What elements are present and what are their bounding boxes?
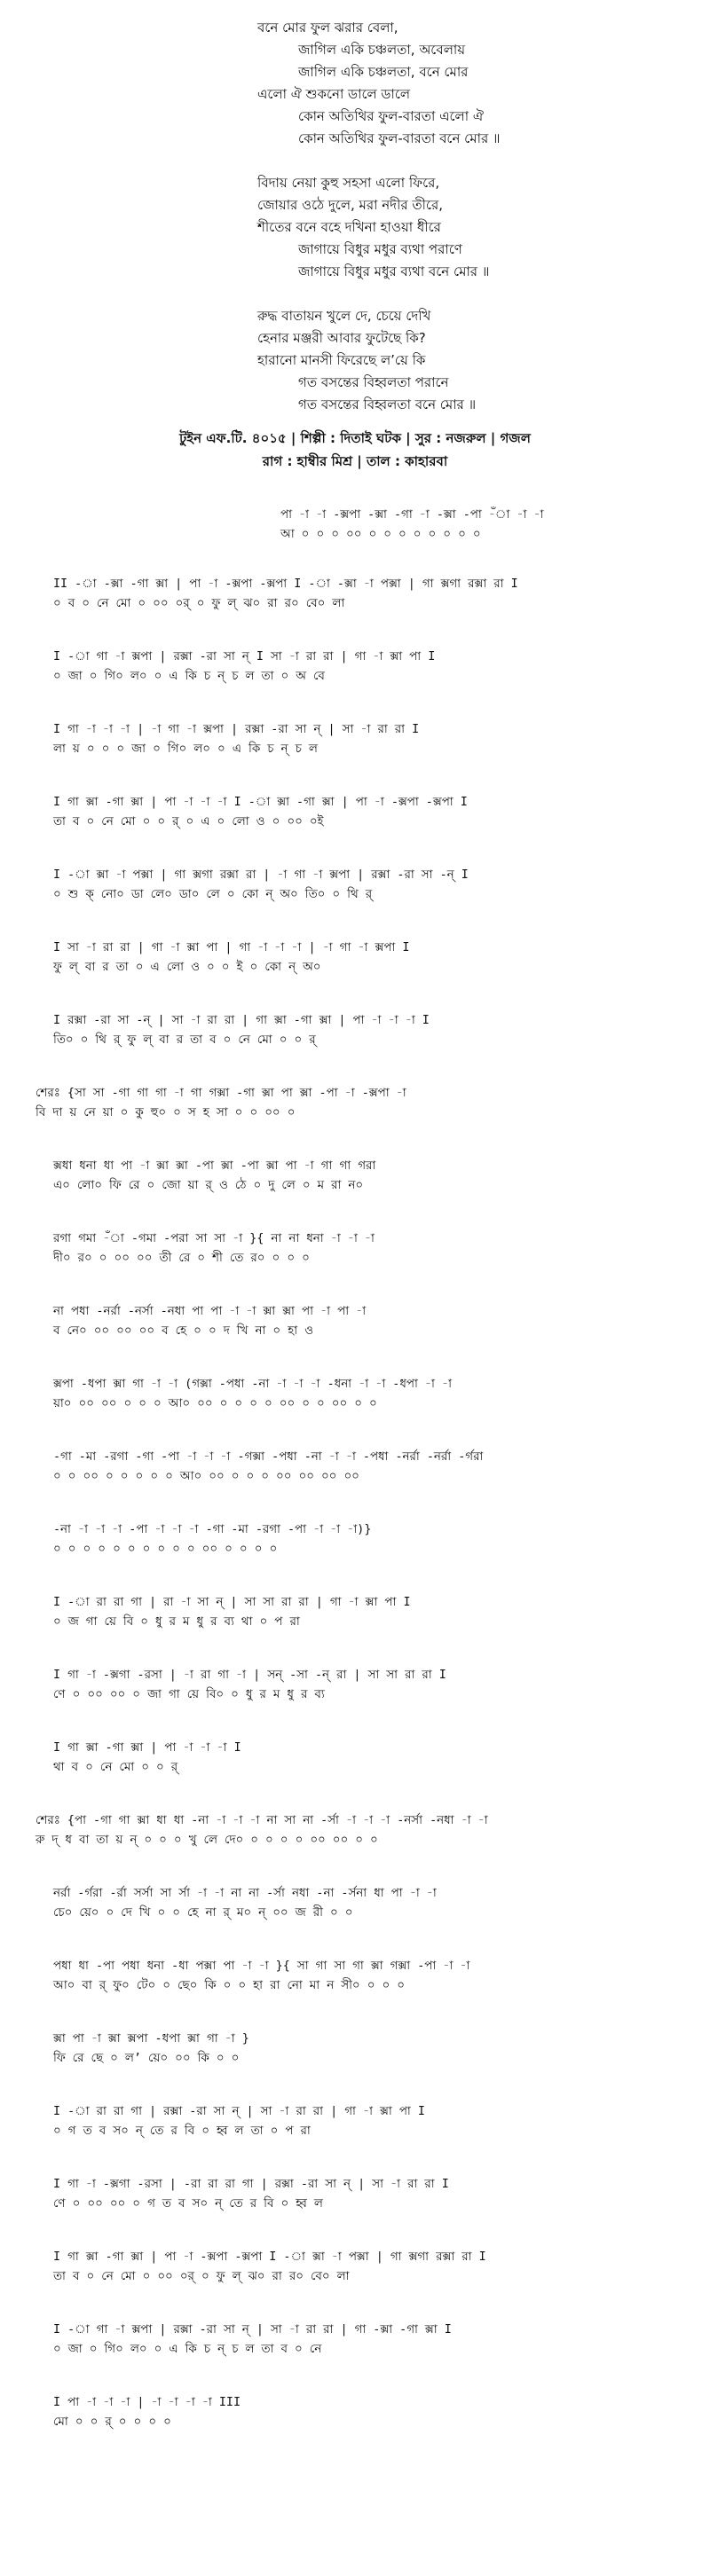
swara-row: I -া ক্সা -া পক্সা | গা ক্সগা রক্সা রা | -া গা -া ক্সপা | রক্সা -রা সা -ন্ I [53, 868, 469, 882]
notation-system [53, 1884, 437, 1923]
lyric-syllable-row: দী০ র০ ০ ০০ ০০ তী রে ০ শী তে র০ ০ ০ ০ [53, 1252, 310, 1265]
swara-row: I গা ক্সা -গা ক্সা | পা -া -ক্সপা -ক্সপা I -া ক্সা -া পক্সা | গা ক্সগা রক্সা রা I [53, 2250, 486, 2264]
swara-row: II -া -ক্সা -গা ক্সা | পা -া -ক্সপা -ক্সপা I -া -ক্সা -া পক্সা | গা ক্সগা রক্সা রা I [53, 577, 518, 591]
swara-row: শেরঃ {সা সা -গা গা গা -া গা গক্সা -গা ক্সা পা ক্সা -পা -া -ক্সপা -া [36, 1087, 406, 1100]
notation-system [53, 1375, 452, 1414]
lyric-line: জোয়ার ওঠে দুলে, মরা নদীর তীরে, [257, 197, 443, 213]
swara-row: I রক্সা -রা সা -ন্ | সা -া রা রা | গা ক্সা -গা ক্সা | পা -া -া -া I [53, 1014, 430, 1027]
lyric-line: এলো ঐ শুকনো ডালে ডালে [257, 86, 411, 102]
notation-system [53, 720, 419, 759]
lyric-syllable-row: আ০ বা র্ ফু০ টে০ ০ ছে০ কি ০ ০ হা রা নো মা ন সী০ ০ ০ ০ [53, 1979, 405, 1992]
notation-system [53, 1739, 241, 1778]
notation-system [53, 1011, 430, 1050]
notation-system [53, 575, 518, 614]
lyric-syllable-row: লা য় ০ ০ ০ জা ০ গি০ ল০ ০ এ কি চ ন্ চ ল [53, 742, 318, 756]
notation-system [53, 648, 435, 687]
lyric-line: জাগায়ে বিধুর মধুর ব্যথা পরাণে [298, 241, 462, 257]
lyric-syllable-row: ণে ০ ০০ ০০ ০ জা গা য়ে বি০ ০ ধু র ম ধু র ব্য [53, 1688, 325, 1701]
swara-row: I গা -া -া -া | -া গা -া ক্সপা | রক্সা -রা সা ন্ | সা -া রা রা I [53, 723, 420, 736]
raga-tala: রাগ : হাম্বীর মিশ্র | তাল : কাহারবা [262, 453, 448, 469]
lyric-line: বিদায় নেয়া কুহু সহসা এলো ফিরে, [257, 175, 440, 191]
notation-system [53, 2321, 452, 2360]
swara-row: I গা -া -ক্সগা -রসা | -রা রা রা গা | রক্সা -রা সা ন্ | সা -া রা রা I [53, 2178, 449, 2191]
lyric-syllable-row: চে০ য়ে০ ০ দে খি ০ ০ হে না র্ ম০ ন্ ০০ জ রী ০ ০ [53, 1906, 353, 1920]
lyric-syllable-row: ০ জ গা য়ে বি ০ ধু র ম ধু র ব্য থা ০ প রা [53, 1615, 300, 1629]
swara-row: পধা ধা -পা পধা ধনা -ধা পক্সা পা -া -া }{ সা গা সা গা ক্সা গক্সা -পা -া -া [53, 1959, 470, 1973]
notation-system [53, 2175, 449, 2214]
notation-system [280, 506, 544, 545]
lyric-syllable-row: আ ০ ০ ০ ০০ ০ ০ ০ ০ ০ ০ ০ ০ [280, 528, 481, 541]
swara-row: নর্রা -র্গরা -র্রা সর্সা সা র্সা -া -া না না -র্সা নধা -না -র্সনা ধা পা -া -া [53, 1887, 437, 1900]
lyric-syllable-row: ০ গ ত ব স০ ন্ তে র বি ০ হ্ব ল তা ০ প রা [53, 2124, 311, 2138]
lyric-syllable-row: ০ জা ০ গি০ ল০ ০ এ কি চ ন্ চ ল তা ব ০ নে [53, 2343, 322, 2356]
swara-row: পা -া -া -ক্সপা -ক্সা -গা -া -ক্সা -পা -ঁা -া -া [280, 508, 544, 522]
lyric-syllable-row: মো ০ ০ র্ ০ ০ ০ ০ [53, 2415, 171, 2429]
notation-system [53, 1157, 375, 1196]
lyric-syllable-row: ব নে০ ০০ ০০ ০০ ব হে ০ ০ দ খি না ০ হা ও [53, 1324, 314, 1338]
lyric-syllable-row: এ০ লো০ ফি রে ০ জো য়া র্ ও ঠে ০ দু লে ০ ম রা ন০ [53, 1179, 364, 1192]
swara-row: ক্সা পা -া ক্সা ক্সপা -ধপা ক্সা গা -া } [53, 2032, 249, 2046]
swara-row: I গা ক্সা -গা ক্সা | পা -া -া -া I -া ক্সা -গা ক্সা | পা -া -ক্সপা -ক্সপা I [53, 796, 468, 809]
lyric-syllable-row: ০ শু ক্ নো০ ডা লে০ ডা০ লে ০ কো ন্ অ০ তি০ ০ থি র্ [53, 888, 373, 901]
swara-row: শেরঃ {পা -গা গা ক্সা ধা ধা -না -া -া -া না সা না -র্সা -া -া -া -নর্সা -নধা -া -া [36, 1814, 488, 1827]
swara-row: ক্সধা ধনা ধা পা -া ক্সা ক্সা -পা ক্সা -পা ক্সা পা -া গা গা গরা [53, 1159, 376, 1173]
swara-row: না পধা -নর্রা -নর্সা -নধা পা পা -া -া ক্সা ক্সা পা -া পা -া [53, 1305, 367, 1318]
notation-system [53, 2102, 425, 2141]
notation-system [53, 1302, 366, 1341]
swara-row: I গা -া -ক্সগা -রসা | -া রা গা -া | সন্ -সা -ন্ রা | সা সা রা রা I [53, 1669, 446, 1682]
notation-system [53, 2030, 249, 2069]
notation-system [53, 1593, 411, 1632]
notation-system [53, 1520, 371, 1559]
notation-system [53, 1957, 469, 1996]
swara-row: I পা -া -া -া | -া -া -া -া III [53, 2396, 241, 2409]
lyric-syllable-row: য়া০ ০০ ০০ ০ ০ ০ আ০ ০০ ০ ০ ০ ০ ০০ ০ ০ ০০ ০ ০ [53, 1397, 377, 1410]
lyric-line: শীতের বনে বহে দখিনা হাওয়া ধীরে [257, 219, 441, 235]
swara-row: I -া গা -া ক্সপা | রক্সা -রা সা ন্ I সা -া রা রা | গা -া ক্সা পা I [53, 650, 436, 664]
notation-system [53, 1229, 375, 1268]
notation-system [36, 1811, 488, 1850]
lyric-syllable-row: বি দা য় নে য়া ০ কু হু০ ০ স হ সা ০ ০ ০০ ০ [36, 1106, 296, 1119]
swara-row: I গা ক্সা -গা ক্সা | পা -া -া -া I [53, 1741, 241, 1755]
notation-system [53, 1666, 446, 1705]
lyric-line: জাগিল একি চঞ্চলতা, বনে মোর [298, 64, 469, 80]
lyric-line: রুদ্ধ বাতায়ন খুলে দে, চেয়ে দেখি [257, 308, 431, 324]
swara-row: ক্সপা -ধপা ক্সা গা -া -া (গক্সা -পধা -না -া -া -া -ধনা -া -া -ধপা -া -া [53, 1378, 453, 1391]
swara-row: রগা গমা -ঁা -গমা -পরা সা সা -া }{ না না ধনা -া -া -া [53, 1232, 375, 1245]
swara-row: I -া গা -া ক্সপা | রক্সা -রা সা ন্ | সা -া রা রা | গা -ক্সা -গা ক্সা I [53, 2323, 452, 2336]
lyric-syllable-row: ০ ব ০ নে মো ০ ০০ ০র্ ০ ফু ল্ ঝ০ রা র০ বে০ লা [53, 597, 345, 610]
lyric-line: গত বসন্তের বিহ্বলতা পরানে [298, 374, 449, 390]
lyric-line: জাগায়ে বিধুর মধুর ব্যথা বনে মোর ॥ [298, 263, 490, 279]
lyric-syllable-row: রু দ্ ধ বা তা য় ন্ ০ ০ ০ খু লে দে০ ০ ০ ০ ০ ০০ ০০ ০ ০ [36, 1834, 378, 1847]
lyric-syllable-row: থা ব ০ নে মো ০ ০ র্ [53, 1761, 178, 1774]
song-credits: টুইন এফ.টি. ৪০১৫ | শিল্পী : দিতাই ঘটক | সুর : নজরুল | গজল [179, 430, 531, 446]
lyric-line: কোন অতিথির ফুল-বারতা এলো ঐ [298, 108, 484, 124]
lyric-syllable-row: ফু ল্ বা র তা ০ এ লো ও ০ ০ ই ০ কো ন্ অ০ [53, 961, 321, 974]
notation-system [53, 866, 469, 905]
lyric-line: গত বসন্তের বিহ্বলতা বনে মোর ॥ [298, 397, 477, 412]
swara-row: I সা -া রা রা | গা -া ক্সা পা | গা -া -া -া | -া গা -া ক্সপা I [53, 941, 410, 954]
lyric-syllable-row: ০ ০ ০ ০ ০ ০ ০ ০ ০ ০ ০০ ০ ০ ০ ০ [53, 1543, 278, 1556]
lyric-line: হেনার মঞ্জরী আবার ফুটেছে কি? [257, 330, 426, 346]
lyric-line: কোন অতিথির ফুল-বারতা বনে মোর ॥ [298, 130, 501, 146]
lyric-syllable-row: ণে ০ ০০ ০০ ০ গ ত ব স০ ন্ তে র বি ০ হ্ব ল [53, 2197, 323, 2211]
lyric-syllable-row: ০ ০ ০০ ০ ০ ০ ০ ০ আ০ ০০ ০ ০ ০ ০০ ০০ ০০ ০০ [53, 1470, 359, 1483]
lyric-syllable-row: ফি রে ছে ০ ল’ য়ে০ ০০ কি ০ ০ [53, 2052, 240, 2065]
notation-system [53, 2248, 486, 2287]
notation-system [36, 1084, 406, 1123]
swara-row: -গা -মা -রগা -গা -পা -া -া -া -গক্সা -পধা -না -া -া -পধা -নর্রা -নর্রা -র্গরা [53, 1450, 484, 1464]
notation-system [53, 939, 409, 978]
lyric-syllable-row: তা ব ০ নে মো ০ ০ র্ ০ এ ০ লো ও ০ ০০ ০ই [53, 815, 324, 829]
lyric-syllable-row: তা ব ০ নে মো ০ ০০ ০র্ ০ ফু ল্ ঝ০ রা র০ বে০ লা [53, 2270, 350, 2283]
lyric-line: জাগিল একি চঞ্চলতা, অবেলায় [298, 42, 466, 58]
lyric-line: হারানো মানসী ফিরেছে ল’য়ে কি [257, 352, 426, 368]
lyric-syllable-row: ০ জা ০ গি০ ল০ ০ এ কি চ ন্ চ ল তা ০ অ বে [53, 670, 325, 683]
notation-system [53, 1448, 483, 1487]
swara-row: I -া রা রা গা | রা -া সা ন্ | সা সা রা রা | গা -া ক্সা পা I [53, 1596, 411, 1609]
notation-system [53, 2393, 241, 2432]
swara-row: I -া রা রা গা | রক্সা -রা সা ন্ | সা -া রা রা | গা -া ক্সা পা I [53, 2105, 425, 2118]
lyric-syllable-row: তি০ ০ থি র্ ফু ল্ বা র তা ব ০ নে মো ০ ০ র্ [53, 1033, 316, 1047]
lyric-line: বনে মোর ফুল ঝরার বেলা, [257, 20, 398, 35]
swara-row: -না -া -া -া -পা -া -া -া -গা -মা -রগা -পা -া -া -া)} [53, 1523, 372, 1536]
notation-system [53, 793, 468, 832]
